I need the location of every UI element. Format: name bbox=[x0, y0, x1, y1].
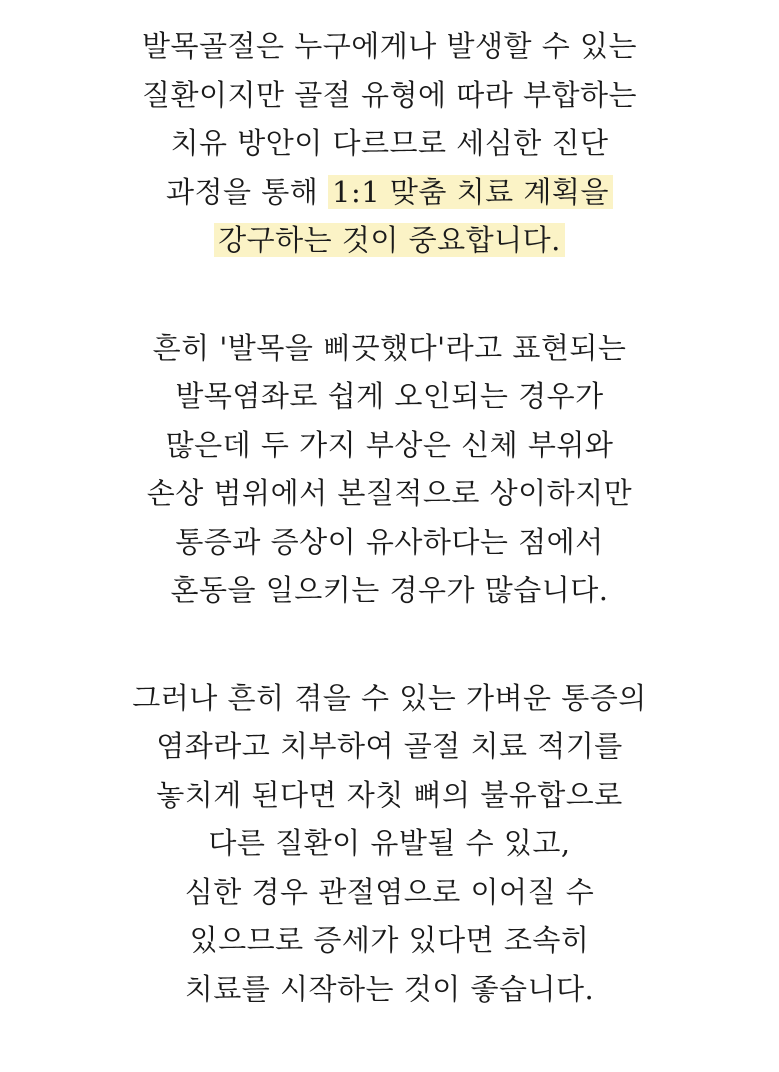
text-line bbox=[0, 518, 779, 567]
text-line bbox=[0, 566, 779, 615]
text-line bbox=[0, 372, 779, 421]
text-line bbox=[0, 674, 779, 723]
text-segment: 혼동을 일으키는 경우가 많습니다. bbox=[170, 573, 609, 607]
text-segment: 치료를 시작하는 것이 좋습니다. bbox=[184, 971, 595, 1006]
text-segment: 심한 경우 관절염으로 이어질 수 bbox=[184, 874, 595, 909]
paragraph-ankle-fracture-intro bbox=[0, 22, 779, 265]
text-line bbox=[0, 868, 779, 917]
text-segment: 손상 범위에서 본질적으로 상이하지만 bbox=[146, 476, 633, 510]
text-line bbox=[0, 22, 779, 71]
highlighted-text: 강구하는 것이 중요합니다. bbox=[214, 223, 565, 257]
text-segment: 과정을 통해 bbox=[166, 174, 329, 209]
text-line bbox=[0, 216, 779, 265]
text-segment: 그러나 흔히 겪을 수 있는 가벼운 통증의 bbox=[132, 680, 647, 715]
text-segment: 다른 질환이 유발될 수 있고, bbox=[208, 826, 571, 860]
text-line bbox=[0, 168, 779, 217]
text-line bbox=[0, 119, 779, 168]
paragraph-sprain-confusion bbox=[0, 324, 779, 615]
paragraph-treatment-timing bbox=[0, 674, 779, 1014]
text-segment: 치유 방안이 다르므로 세심한 진단 bbox=[170, 126, 609, 160]
text-line bbox=[0, 469, 779, 518]
text-segment: 발목염좌로 쉽게 오인되는 경우가 bbox=[175, 379, 604, 413]
text-segment: 통증과 증상이 유사하다는 점에서 bbox=[175, 524, 604, 559]
article-body bbox=[0, 22, 779, 1072]
text-segment: 흔히 '발목을 삐끗했다'라고 표현되는 bbox=[152, 330, 627, 365]
text-segment: 염좌라고 치부하여 골절 치료 적기를 bbox=[156, 729, 623, 763]
text-segment: 놓치게 된다면 자칫 뼈의 불유합으로 bbox=[156, 777, 623, 812]
text-segment: 발목골절은 누구에게나 발생할 수 있는 bbox=[141, 29, 638, 63]
text-segment: 질환이지만 골절 유형에 따라 부합하는 bbox=[141, 77, 638, 112]
text-line bbox=[0, 916, 779, 965]
text-segment: 많은데 두 가지 부상은 신체 부위와 bbox=[165, 427, 614, 462]
text-line bbox=[0, 324, 779, 373]
text-line bbox=[0, 771, 779, 820]
text-segment: 있으므로 증세가 있다면 조속히 bbox=[189, 923, 590, 957]
text-line bbox=[0, 819, 779, 868]
text-line bbox=[0, 71, 779, 120]
highlighted-text: 1:1 맞춤 치료 계획을 bbox=[328, 175, 613, 209]
text-line bbox=[0, 421, 779, 470]
text-line bbox=[0, 722, 779, 771]
text-line bbox=[0, 965, 779, 1014]
